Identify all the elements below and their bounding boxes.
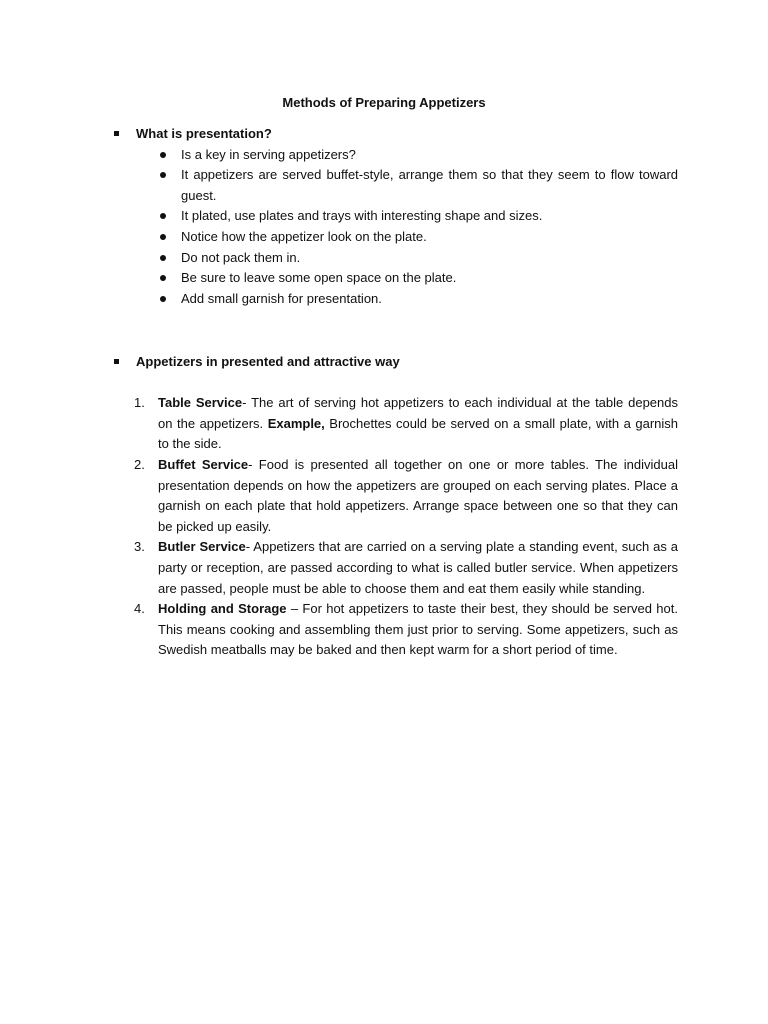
item-text: - The art of serving hot appetizers to each individual at the table depends on the appetizers.: [158, 395, 678, 431]
list-item: [112, 393, 678, 455]
item-text: Brochettes could be served on a small plate, with a garnish to the side.: [158, 415, 678, 452]
list-item: [112, 599, 678, 661]
list-item: [112, 165, 678, 206]
bullet-dot-icon: [160, 234, 166, 240]
list-item: [112, 206, 678, 227]
list-item-text: It appetizers are served buffet-style, arrange them so that they seem to flow toward guest.: [181, 167, 678, 203]
square-bullet-icon: [114, 359, 119, 364]
section-heading-text: Appetizers in presented and attractive way: [136, 354, 400, 369]
item-term: Holding and Storage: [158, 601, 287, 617]
list-item-text: Add small garnish for presentation.: [181, 290, 382, 306]
section-heading: [112, 352, 678, 373]
item-term: Butler Service: [158, 539, 246, 555]
section-attractive-presentation: [112, 352, 678, 661]
list-item: [112, 248, 678, 269]
bullet-dot-icon: [160, 152, 166, 158]
numbered-list: [112, 393, 678, 661]
list-item: [112, 268, 678, 289]
bullet-dot-icon: [160, 275, 166, 281]
square-bullet-icon: [114, 131, 119, 136]
list-item-text: Notice how the appetizer look on the plate.: [181, 228, 427, 244]
section-heading-text: What is presentation?: [136, 126, 272, 141]
bullet-dot-icon: [160, 296, 166, 302]
list-item-text: It plated, use plates and trays with interesting shape and sizes.: [181, 208, 543, 224]
list-item: [112, 227, 678, 248]
section-presentation: [112, 124, 678, 309]
bullet-dot-icon: [160, 172, 166, 178]
list-item: [112, 455, 678, 537]
list-item-text: Be sure to leave some open space on the plate.: [181, 270, 457, 286]
item-term: Buffet Service: [158, 456, 249, 472]
section-heading: [112, 124, 678, 145]
list-item: [112, 537, 678, 599]
item-term: Table Service: [158, 395, 243, 411]
bullet-list: [112, 145, 678, 310]
item-number: 2.: [134, 456, 145, 472]
item-text: – For hot appetizers to taste their best, they should be served hot. This means cooking and assembling them just prior to serving. Some appetizers, such as Swedish meatballs may be baked and then kept warm for a short period of time.: [158, 601, 678, 658]
list-item: [112, 289, 678, 310]
document-title: Methods of Preparing Appetizers: [282, 95, 486, 110]
bullet-dot-icon: [160, 213, 166, 219]
bullet-dot-icon: [160, 255, 166, 261]
item-text: - Food is presented all together on one or more tables. The individual presentation depends on how the appetizers are grouped on each serving plates. Place a garnish on each plate that hold appetizers. Arrange space between one so that they can be picked up easily.: [158, 456, 678, 534]
list-item-text: Is a key in serving appetizers?: [181, 146, 356, 162]
item-number: 3.: [134, 539, 145, 555]
list-item-text: Do not pack them in.: [181, 249, 301, 265]
item-emphasis: Example,: [267, 415, 325, 431]
item-text: - Appetizers that are carried on a serving plate a standing event, such as a party or reception, are passed according to what is called butler service. When appetizers are passed, people must be able to choose them and eat them easily while standing.: [158, 539, 678, 596]
list-item: [112, 145, 678, 166]
item-number: 1.: [134, 395, 145, 411]
item-number: 4.: [134, 601, 145, 617]
